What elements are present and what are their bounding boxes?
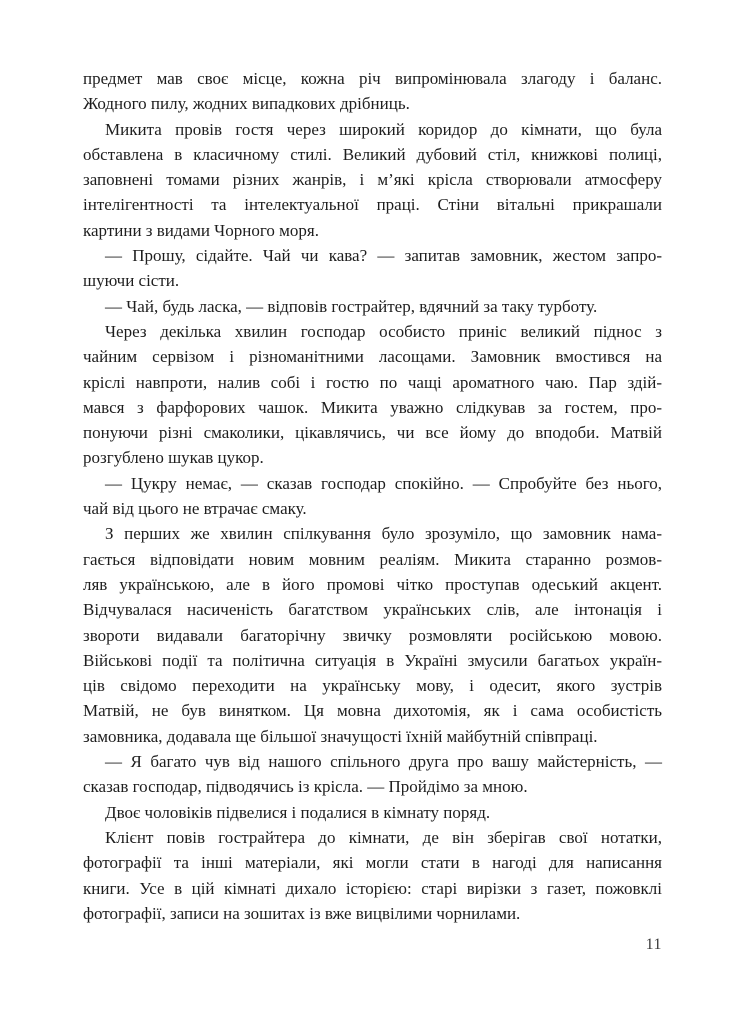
text-line: — Цукру немає, — сказав господар спокійно. — Спробуйте без нього, xyxy=(105,473,662,493)
paragraph xyxy=(83,117,662,243)
text-line: фотографії, записи на зошитах із вже вицвілими чорнилами. xyxy=(83,903,521,923)
paragraph xyxy=(83,243,662,294)
text-line: Через декілька хвилин господар особисто приніс великий піднос з xyxy=(105,321,662,341)
text-line: гається відповідати новим мовним реаліям. Микита старанно розмов- xyxy=(83,549,662,569)
text-line: мався з фарфорових чашок. Микита уважно слідкував за гостем, про- xyxy=(83,397,662,417)
text-line: книги. Усе в цій кімнаті дихало історією: старі вирізки з газет, пожовклі xyxy=(83,878,662,898)
text-line: обставлена в класичному стилі. Великий дубовий стіл, книжкові полиці, xyxy=(83,144,662,164)
text-line: Двоє чоловіків підвелися і подалися в кімнату поряд. xyxy=(105,802,491,822)
text-line: — Чай, будь ласка, — відповів гострайтер, вдячний за таку турботу. xyxy=(105,296,598,316)
text-line: картини з видами Чорного моря. xyxy=(83,220,319,240)
text-line: заповнені томами різних жанрів, і м’які крісла створювали атмосферу xyxy=(83,170,662,190)
text-line: Микита провів гостя через широкий коридор до кімнати, що була xyxy=(105,119,662,139)
text-line: інтелігентності та інтелектуальної праці. Стіни вітальні прикрашали xyxy=(83,195,662,215)
text-line: ців свідомо переходити на українську мову, і одесит, якого зустрів xyxy=(83,676,662,696)
text-line: сказав господар, підводячись із крісла. — Пройдімо за мною. xyxy=(83,777,528,797)
text-line: Відчувалася насиченість багатством українських слів, але інтонація і xyxy=(83,600,662,620)
text-line: Військові події та політична ситуація в Україні змусили багатьох україн- xyxy=(83,650,662,670)
text-line: шуючи сісти. xyxy=(83,271,180,291)
text-line: Матвій, не був винятком. Ця мовна дихотомія, як і сама особистість xyxy=(83,701,662,721)
text-line: ляв українською, але в його промові чітко проступав одеський акцент. xyxy=(83,574,662,594)
text-line: — Прошу, сідайте. Чай чи кава? — запитав замовник, жестом запро- xyxy=(105,246,662,266)
text-line: чайним сервізом і різноманітними ласощами. Замовник вмостився на xyxy=(83,347,662,367)
text-line: фотографії та інші матеріали, які могли стати в нагоді для написання xyxy=(83,853,662,873)
page-number: 11 xyxy=(645,936,662,953)
paragraph xyxy=(83,66,662,117)
paragraph xyxy=(83,749,662,800)
paragraph xyxy=(83,319,662,471)
text-line: З перших же хвилин спілкування було зрозуміло, що замовник нама- xyxy=(105,524,662,544)
paragraph xyxy=(83,825,662,926)
paragraph xyxy=(83,294,662,319)
text-line: кріслі навпроти, налив собі і гостю по чащі ароматного чаю. Пар здій- xyxy=(83,372,662,392)
text-line: Клієнт повів гострайтера до кімнати, де він зберігав свої нотатки, xyxy=(105,827,662,847)
text-line: Жодного пилу, жодних випадкових дрібниць. xyxy=(83,94,410,114)
text-line: звороти видавали багаторічну звичку розмовляти російською мовою. xyxy=(83,625,662,645)
paragraph xyxy=(83,800,662,825)
text-line: замовника, додавала ще більшої значущості їхній майбутній співпраці. xyxy=(83,726,598,746)
text-line: — Я багато чув від нашого спільного друга про вашу майстерність, — xyxy=(105,752,662,772)
text-block xyxy=(83,66,662,926)
text-line: предмет мав своє місце, кожна річ випромінювала злагоду і баланс. xyxy=(83,69,662,88)
text-line: розгублено шукав цукор. xyxy=(83,448,264,468)
text-line: понуючи різні смаколики, цікавлячись, чи все йому до вподоби. Матвій xyxy=(83,423,662,443)
paragraph xyxy=(83,471,662,522)
paragraph xyxy=(83,521,662,749)
text-line: чай від цього не втрачає смаку. xyxy=(83,499,307,519)
